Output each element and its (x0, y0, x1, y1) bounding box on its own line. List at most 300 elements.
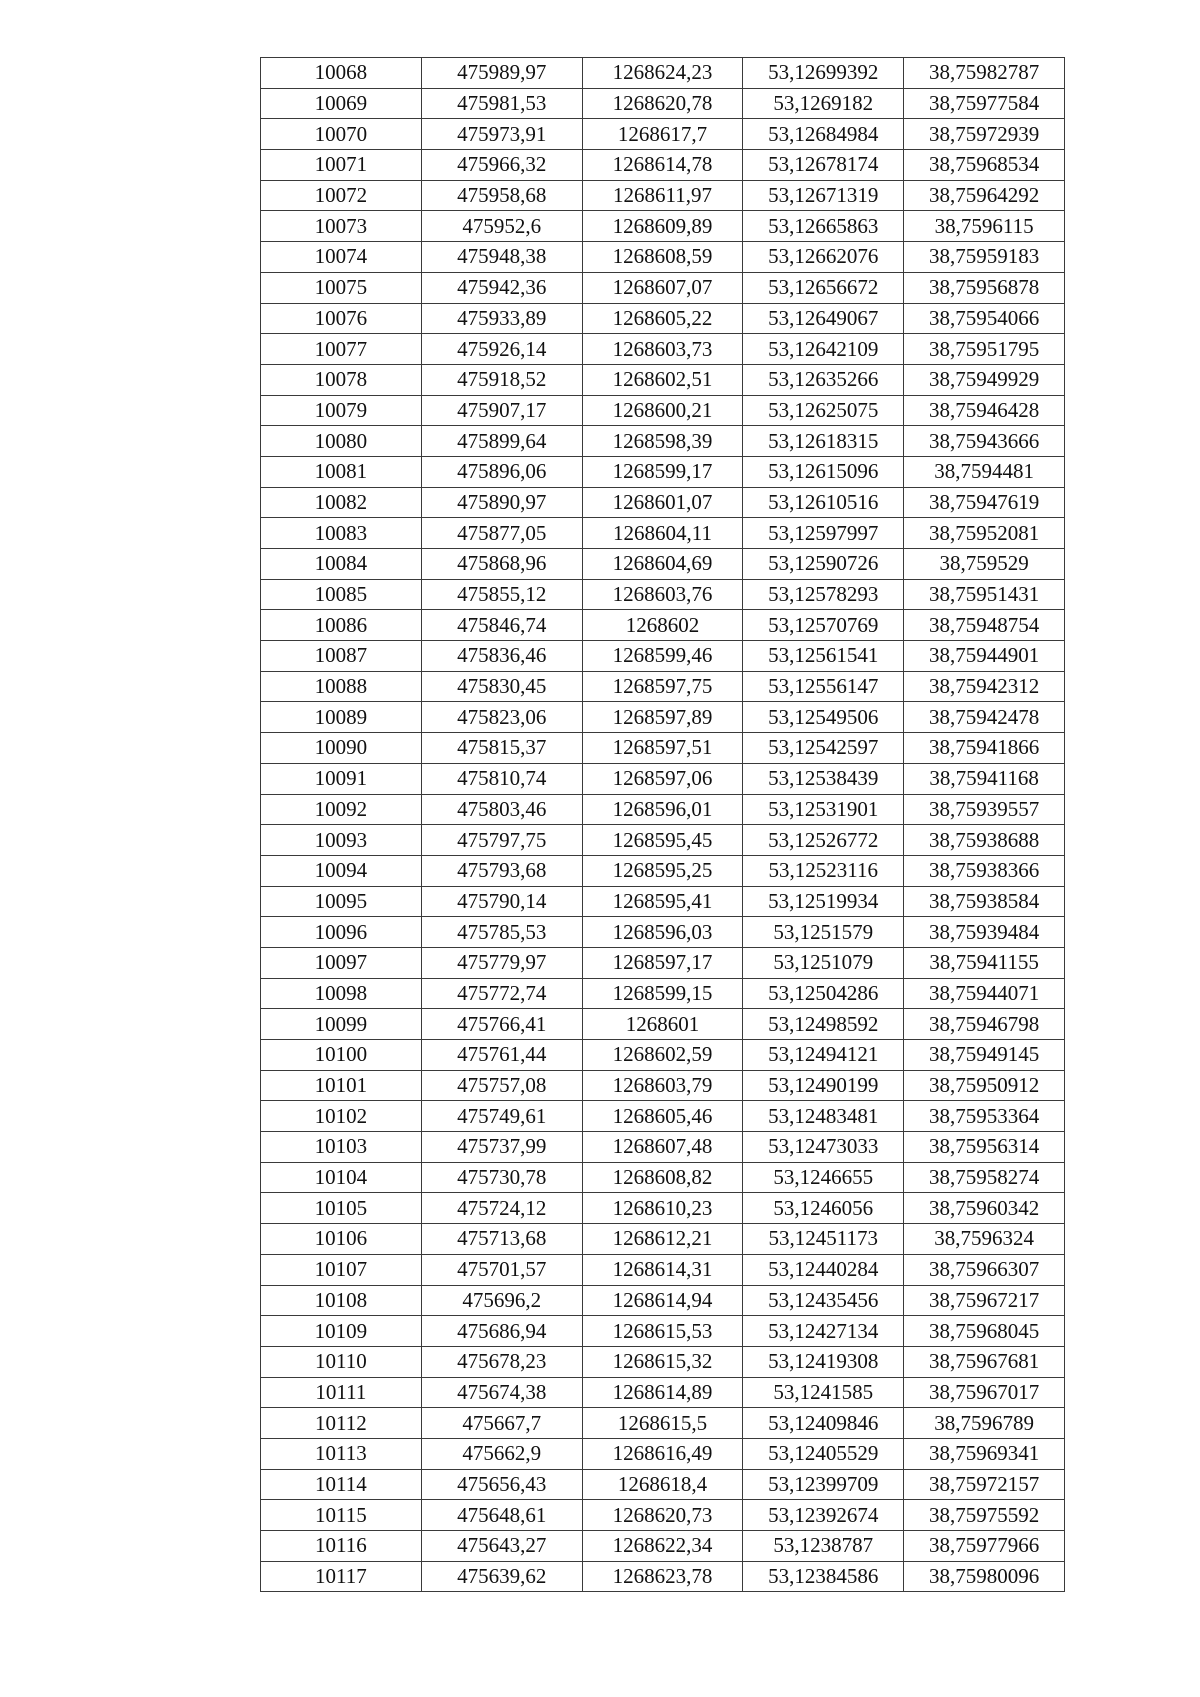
table-row (261, 1101, 1065, 1132)
x-coordinate-cell: 475701,57 (421, 1254, 582, 1285)
x-coordinate-cell: 475730,78 (421, 1162, 582, 1193)
point-number-cell: 10089 (261, 702, 422, 733)
longitude-cell: 38,75967217 (904, 1285, 1065, 1316)
latitude-cell: 53,12504286 (743, 978, 904, 1009)
latitude-cell: 53,12549506 (743, 702, 904, 733)
y-coordinate-cell: 1268608,82 (582, 1162, 743, 1193)
point-number-cell: 10103 (261, 1132, 422, 1163)
latitude-cell: 53,12665863 (743, 211, 904, 242)
longitude-cell: 38,75941168 (904, 763, 1065, 794)
longitude-cell: 38,75951431 (904, 579, 1065, 610)
point-number-cell: 10090 (261, 733, 422, 764)
point-number-cell: 10075 (261, 272, 422, 303)
x-coordinate-cell: 475639,62 (421, 1561, 582, 1592)
table-row (261, 610, 1065, 641)
longitude-cell: 38,75982787 (904, 58, 1065, 89)
x-coordinate-cell: 475933,89 (421, 303, 582, 334)
longitude-cell: 38,75941155 (904, 947, 1065, 978)
y-coordinate-cell: 1268616,49 (582, 1438, 743, 1469)
y-coordinate-cell: 1268595,41 (582, 886, 743, 917)
point-number-cell: 10113 (261, 1438, 422, 1469)
point-number-cell: 10069 (261, 88, 422, 119)
point-number-cell: 10083 (261, 518, 422, 549)
longitude-cell: 38,75948754 (904, 610, 1065, 641)
longitude-cell: 38,75968045 (904, 1316, 1065, 1347)
y-coordinate-cell: 1268597,75 (582, 671, 743, 702)
point-number-cell: 10106 (261, 1224, 422, 1255)
y-coordinate-cell: 1268620,78 (582, 88, 743, 119)
table-row (261, 1500, 1065, 1531)
y-coordinate-cell: 1268611,97 (582, 180, 743, 211)
x-coordinate-cell: 475966,32 (421, 150, 582, 181)
longitude-cell: 38,75959183 (904, 242, 1065, 273)
y-coordinate-cell: 1268614,78 (582, 150, 743, 181)
latitude-cell: 53,12440284 (743, 1254, 904, 1285)
point-number-cell: 10079 (261, 395, 422, 426)
longitude-cell: 38,75954066 (904, 303, 1065, 334)
x-coordinate-cell: 475790,14 (421, 886, 582, 917)
latitude-cell: 53,12625075 (743, 395, 904, 426)
table-row (261, 1438, 1065, 1469)
x-coordinate-cell: 475724,12 (421, 1193, 582, 1224)
y-coordinate-cell: 1268604,11 (582, 518, 743, 549)
longitude-cell: 38,75944901 (904, 641, 1065, 672)
latitude-cell: 53,12678174 (743, 150, 904, 181)
y-coordinate-cell: 1268603,73 (582, 334, 743, 365)
y-coordinate-cell: 1268615,5 (582, 1408, 743, 1439)
latitude-cell: 53,1246056 (743, 1193, 904, 1224)
latitude-cell: 53,12419308 (743, 1346, 904, 1377)
x-coordinate-cell: 475948,38 (421, 242, 582, 273)
latitude-cell: 53,12473033 (743, 1132, 904, 1163)
table-row (261, 456, 1065, 487)
y-coordinate-cell: 1268618,4 (582, 1469, 743, 1500)
table-row (261, 978, 1065, 1009)
x-coordinate-cell: 475907,17 (421, 395, 582, 426)
latitude-cell: 53,12498592 (743, 1009, 904, 1040)
x-coordinate-cell: 475973,91 (421, 119, 582, 150)
point-number-cell: 10068 (261, 58, 422, 89)
point-number-cell: 10102 (261, 1101, 422, 1132)
point-number-cell: 10115 (261, 1500, 422, 1531)
table-row (261, 426, 1065, 457)
latitude-cell: 53,12570769 (743, 610, 904, 641)
table-row (261, 119, 1065, 150)
longitude-cell: 38,75946428 (904, 395, 1065, 426)
table-row (261, 702, 1065, 733)
latitude-cell: 53,12590726 (743, 549, 904, 580)
table-row (261, 549, 1065, 580)
table-row (261, 947, 1065, 978)
latitude-cell: 53,12561541 (743, 641, 904, 672)
latitude-cell: 53,12384586 (743, 1561, 904, 1592)
x-coordinate-cell: 475757,08 (421, 1070, 582, 1101)
y-coordinate-cell: 1268601,07 (582, 487, 743, 518)
longitude-cell: 38,7596324 (904, 1224, 1065, 1255)
point-number-cell: 10095 (261, 886, 422, 917)
table-row (261, 763, 1065, 794)
longitude-cell: 38,75946798 (904, 1009, 1065, 1040)
longitude-cell: 38,759529 (904, 549, 1065, 580)
x-coordinate-cell: 475656,43 (421, 1469, 582, 1500)
latitude-cell: 53,12556147 (743, 671, 904, 702)
y-coordinate-cell: 1268595,45 (582, 825, 743, 856)
table-row (261, 303, 1065, 334)
longitude-cell: 38,75939557 (904, 794, 1065, 825)
x-coordinate-cell: 475737,99 (421, 1132, 582, 1163)
table-row (261, 1254, 1065, 1285)
longitude-cell: 38,75964292 (904, 180, 1065, 211)
point-number-cell: 10081 (261, 456, 422, 487)
y-coordinate-cell: 1268603,76 (582, 579, 743, 610)
longitude-cell: 38,75942478 (904, 702, 1065, 733)
y-coordinate-cell: 1268602 (582, 610, 743, 641)
point-number-cell: 10108 (261, 1285, 422, 1316)
point-number-cell: 10109 (261, 1316, 422, 1347)
point-number-cell: 10097 (261, 947, 422, 978)
point-number-cell: 10117 (261, 1561, 422, 1592)
longitude-cell: 38,75960342 (904, 1193, 1065, 1224)
point-number-cell: 10092 (261, 794, 422, 825)
table-row (261, 1377, 1065, 1408)
table-row (261, 1070, 1065, 1101)
latitude-cell: 53,1251079 (743, 947, 904, 978)
table-row (261, 334, 1065, 365)
latitude-cell: 53,12405529 (743, 1438, 904, 1469)
x-coordinate-cell: 475696,2 (421, 1285, 582, 1316)
y-coordinate-cell: 1268597,51 (582, 733, 743, 764)
x-coordinate-cell: 475648,61 (421, 1500, 582, 1531)
point-number-cell: 10111 (261, 1377, 422, 1408)
table-row (261, 1285, 1065, 1316)
y-coordinate-cell: 1268609,89 (582, 211, 743, 242)
table-row (261, 794, 1065, 825)
y-coordinate-cell: 1268600,21 (582, 395, 743, 426)
point-number-cell: 10101 (261, 1070, 422, 1101)
point-number-cell: 10091 (261, 763, 422, 794)
longitude-cell: 38,75943666 (904, 426, 1065, 457)
longitude-cell: 38,75938584 (904, 886, 1065, 917)
y-coordinate-cell: 1268596,03 (582, 917, 743, 948)
point-number-cell: 10073 (261, 211, 422, 242)
table-row (261, 641, 1065, 672)
latitude-cell: 53,12531901 (743, 794, 904, 825)
y-coordinate-cell: 1268596,01 (582, 794, 743, 825)
y-coordinate-cell: 1268597,06 (582, 763, 743, 794)
x-coordinate-cell: 475678,23 (421, 1346, 582, 1377)
longitude-cell: 38,75938366 (904, 855, 1065, 886)
table-row (261, 1346, 1065, 1377)
table-row (261, 150, 1065, 181)
table-row (261, 825, 1065, 856)
y-coordinate-cell: 1268595,25 (582, 855, 743, 886)
longitude-cell: 38,75977966 (904, 1531, 1065, 1562)
latitude-cell: 53,12526772 (743, 825, 904, 856)
latitude-cell: 53,12618315 (743, 426, 904, 457)
x-coordinate-cell: 475836,46 (421, 641, 582, 672)
x-coordinate-cell: 475749,61 (421, 1101, 582, 1132)
x-coordinate-cell: 475877,05 (421, 518, 582, 549)
x-coordinate-cell: 475952,6 (421, 211, 582, 242)
table-row (261, 395, 1065, 426)
point-number-cell: 10099 (261, 1009, 422, 1040)
x-coordinate-cell: 475667,7 (421, 1408, 582, 1439)
table-row (261, 1561, 1065, 1592)
longitude-cell: 38,75942312 (904, 671, 1065, 702)
longitude-cell: 38,75958274 (904, 1162, 1065, 1193)
x-coordinate-cell: 475899,64 (421, 426, 582, 457)
latitude-cell: 53,12399709 (743, 1469, 904, 1500)
longitude-cell: 38,75953364 (904, 1101, 1065, 1132)
x-coordinate-cell: 475674,38 (421, 1377, 582, 1408)
y-coordinate-cell: 1268624,23 (582, 58, 743, 89)
longitude-cell: 38,75967681 (904, 1346, 1065, 1377)
latitude-cell: 53,1246655 (743, 1162, 904, 1193)
latitude-cell: 53,12656672 (743, 272, 904, 303)
latitude-cell: 53,12699392 (743, 58, 904, 89)
x-coordinate-cell: 475785,53 (421, 917, 582, 948)
x-coordinate-cell: 475942,36 (421, 272, 582, 303)
x-coordinate-cell: 475855,12 (421, 579, 582, 610)
latitude-cell: 53,12597997 (743, 518, 904, 549)
longitude-cell: 38,75944071 (904, 978, 1065, 1009)
coordinates-table-body (261, 58, 1065, 1592)
point-number-cell: 10085 (261, 579, 422, 610)
latitude-cell: 53,12392674 (743, 1500, 904, 1531)
latitude-cell: 53,1238787 (743, 1531, 904, 1562)
x-coordinate-cell: 475868,96 (421, 549, 582, 580)
table-row (261, 242, 1065, 273)
point-number-cell: 10112 (261, 1408, 422, 1439)
x-coordinate-cell: 475981,53 (421, 88, 582, 119)
table-row (261, 1531, 1065, 1562)
longitude-cell: 38,75975592 (904, 1500, 1065, 1531)
point-number-cell: 10110 (261, 1346, 422, 1377)
table-row (261, 579, 1065, 610)
coordinates-table (260, 57, 1065, 1592)
latitude-cell: 53,12610516 (743, 487, 904, 518)
x-coordinate-cell: 475803,46 (421, 794, 582, 825)
y-coordinate-cell: 1268620,73 (582, 1500, 743, 1531)
longitude-cell: 38,7596115 (904, 211, 1065, 242)
y-coordinate-cell: 1268623,78 (582, 1561, 743, 1592)
point-number-cell: 10114 (261, 1469, 422, 1500)
point-number-cell: 10087 (261, 641, 422, 672)
x-coordinate-cell: 475989,97 (421, 58, 582, 89)
y-coordinate-cell: 1268599,17 (582, 456, 743, 487)
latitude-cell: 53,12519934 (743, 886, 904, 917)
y-coordinate-cell: 1268605,46 (582, 1101, 743, 1132)
x-coordinate-cell: 475793,68 (421, 855, 582, 886)
y-coordinate-cell: 1268597,17 (582, 947, 743, 978)
table-row (261, 1009, 1065, 1040)
y-coordinate-cell: 1268604,69 (582, 549, 743, 580)
x-coordinate-cell: 475797,75 (421, 825, 582, 856)
longitude-cell: 38,75977584 (904, 88, 1065, 119)
latitude-cell: 53,12671319 (743, 180, 904, 211)
y-coordinate-cell: 1268599,15 (582, 978, 743, 1009)
longitude-cell: 38,75939484 (904, 917, 1065, 948)
x-coordinate-cell: 475815,37 (421, 733, 582, 764)
x-coordinate-cell: 475958,68 (421, 180, 582, 211)
point-number-cell: 10074 (261, 242, 422, 273)
x-coordinate-cell: 475918,52 (421, 364, 582, 395)
longitude-cell: 38,75956314 (904, 1132, 1065, 1163)
point-number-cell: 10107 (261, 1254, 422, 1285)
point-number-cell: 10096 (261, 917, 422, 948)
y-coordinate-cell: 1268612,21 (582, 1224, 743, 1255)
point-number-cell: 10071 (261, 150, 422, 181)
latitude-cell: 53,12684984 (743, 119, 904, 150)
table-row (261, 1469, 1065, 1500)
x-coordinate-cell: 475779,97 (421, 947, 582, 978)
point-number-cell: 10072 (261, 180, 422, 211)
x-coordinate-cell: 475766,41 (421, 1009, 582, 1040)
longitude-cell: 38,75950912 (904, 1070, 1065, 1101)
longitude-cell: 38,75967017 (904, 1377, 1065, 1408)
table-row (261, 671, 1065, 702)
x-coordinate-cell: 475896,06 (421, 456, 582, 487)
y-coordinate-cell: 1268597,89 (582, 702, 743, 733)
latitude-cell: 53,12483481 (743, 1101, 904, 1132)
y-coordinate-cell: 1268615,32 (582, 1346, 743, 1377)
table-row (261, 272, 1065, 303)
latitude-cell: 53,12523116 (743, 855, 904, 886)
x-coordinate-cell: 475686,94 (421, 1316, 582, 1347)
table-row (261, 487, 1065, 518)
longitude-cell: 38,75947619 (904, 487, 1065, 518)
x-coordinate-cell: 475772,74 (421, 978, 582, 1009)
longitude-cell: 38,75968534 (904, 150, 1065, 181)
longitude-cell: 38,75949145 (904, 1040, 1065, 1071)
point-number-cell: 10070 (261, 119, 422, 150)
latitude-cell: 53,1251579 (743, 917, 904, 948)
y-coordinate-cell: 1268614,94 (582, 1285, 743, 1316)
point-number-cell: 10098 (261, 978, 422, 1009)
table-row (261, 58, 1065, 89)
point-number-cell: 10104 (261, 1162, 422, 1193)
point-number-cell: 10076 (261, 303, 422, 334)
longitude-cell: 38,75951795 (904, 334, 1065, 365)
latitude-cell: 53,12649067 (743, 303, 904, 334)
latitude-cell: 53,12635266 (743, 364, 904, 395)
latitude-cell: 53,12435456 (743, 1285, 904, 1316)
longitude-cell: 38,75938688 (904, 825, 1065, 856)
point-number-cell: 10077 (261, 334, 422, 365)
latitude-cell: 53,1269182 (743, 88, 904, 119)
longitude-cell: 38,75941866 (904, 733, 1065, 764)
x-coordinate-cell: 475662,9 (421, 1438, 582, 1469)
longitude-cell: 38,75966307 (904, 1254, 1065, 1285)
x-coordinate-cell: 475846,74 (421, 610, 582, 641)
table-row (261, 855, 1065, 886)
y-coordinate-cell: 1268603,79 (582, 1070, 743, 1101)
longitude-cell: 38,75980096 (904, 1561, 1065, 1592)
point-number-cell: 10078 (261, 364, 422, 395)
table-row (261, 1162, 1065, 1193)
table-row (261, 733, 1065, 764)
table-row (261, 886, 1065, 917)
y-coordinate-cell: 1268602,59 (582, 1040, 743, 1071)
point-number-cell: 10094 (261, 855, 422, 886)
longitude-cell: 38,7594481 (904, 456, 1065, 487)
point-number-cell: 10084 (261, 549, 422, 580)
table-row (261, 1193, 1065, 1224)
latitude-cell: 53,12538439 (743, 763, 904, 794)
table-row (261, 1132, 1065, 1163)
longitude-cell: 38,75969341 (904, 1438, 1065, 1469)
y-coordinate-cell: 1268610,23 (582, 1193, 743, 1224)
x-coordinate-cell: 475761,44 (421, 1040, 582, 1071)
y-coordinate-cell: 1268605,22 (582, 303, 743, 334)
point-number-cell: 10093 (261, 825, 422, 856)
point-number-cell: 10116 (261, 1531, 422, 1562)
y-coordinate-cell: 1268598,39 (582, 426, 743, 457)
longitude-cell: 38,75952081 (904, 518, 1065, 549)
y-coordinate-cell: 1268615,53 (582, 1316, 743, 1347)
longitude-cell: 38,75972157 (904, 1469, 1065, 1500)
x-coordinate-cell: 475643,27 (421, 1531, 582, 1562)
table-row (261, 180, 1065, 211)
latitude-cell: 53,12409846 (743, 1408, 904, 1439)
latitude-cell: 53,12494121 (743, 1040, 904, 1071)
y-coordinate-cell: 1268602,51 (582, 364, 743, 395)
longitude-cell: 38,75949929 (904, 364, 1065, 395)
table-row (261, 88, 1065, 119)
x-coordinate-cell: 475926,14 (421, 334, 582, 365)
latitude-cell: 53,12578293 (743, 579, 904, 610)
y-coordinate-cell: 1268614,31 (582, 1254, 743, 1285)
table-row (261, 518, 1065, 549)
y-coordinate-cell: 1268601 (582, 1009, 743, 1040)
latitude-cell: 53,12427134 (743, 1316, 904, 1347)
table-row (261, 364, 1065, 395)
y-coordinate-cell: 1268608,59 (582, 242, 743, 273)
latitude-cell: 53,12490199 (743, 1070, 904, 1101)
table-row (261, 1040, 1065, 1071)
y-coordinate-cell: 1268607,07 (582, 272, 743, 303)
latitude-cell: 53,12451173 (743, 1224, 904, 1255)
y-coordinate-cell: 1268599,46 (582, 641, 743, 672)
point-number-cell: 10105 (261, 1193, 422, 1224)
x-coordinate-cell: 475830,45 (421, 671, 582, 702)
table-row (261, 1224, 1065, 1255)
latitude-cell: 53,12542597 (743, 733, 904, 764)
x-coordinate-cell: 475810,74 (421, 763, 582, 794)
table-row (261, 917, 1065, 948)
latitude-cell: 53,12642109 (743, 334, 904, 365)
point-number-cell: 10088 (261, 671, 422, 702)
latitude-cell: 53,12615096 (743, 456, 904, 487)
point-number-cell: 10086 (261, 610, 422, 641)
x-coordinate-cell: 475713,68 (421, 1224, 582, 1255)
y-coordinate-cell: 1268617,7 (582, 119, 743, 150)
longitude-cell: 38,75972939 (904, 119, 1065, 150)
y-coordinate-cell: 1268622,34 (582, 1531, 743, 1562)
y-coordinate-cell: 1268614,89 (582, 1377, 743, 1408)
table-row (261, 211, 1065, 242)
x-coordinate-cell: 475890,97 (421, 487, 582, 518)
y-coordinate-cell: 1268607,48 (582, 1132, 743, 1163)
x-coordinate-cell: 475823,06 (421, 702, 582, 733)
point-number-cell: 10082 (261, 487, 422, 518)
longitude-cell: 38,7596789 (904, 1408, 1065, 1439)
latitude-cell: 53,1241585 (743, 1377, 904, 1408)
longitude-cell: 38,75956878 (904, 272, 1065, 303)
table-row (261, 1316, 1065, 1347)
point-number-cell: 10100 (261, 1040, 422, 1071)
table-row (261, 1408, 1065, 1439)
